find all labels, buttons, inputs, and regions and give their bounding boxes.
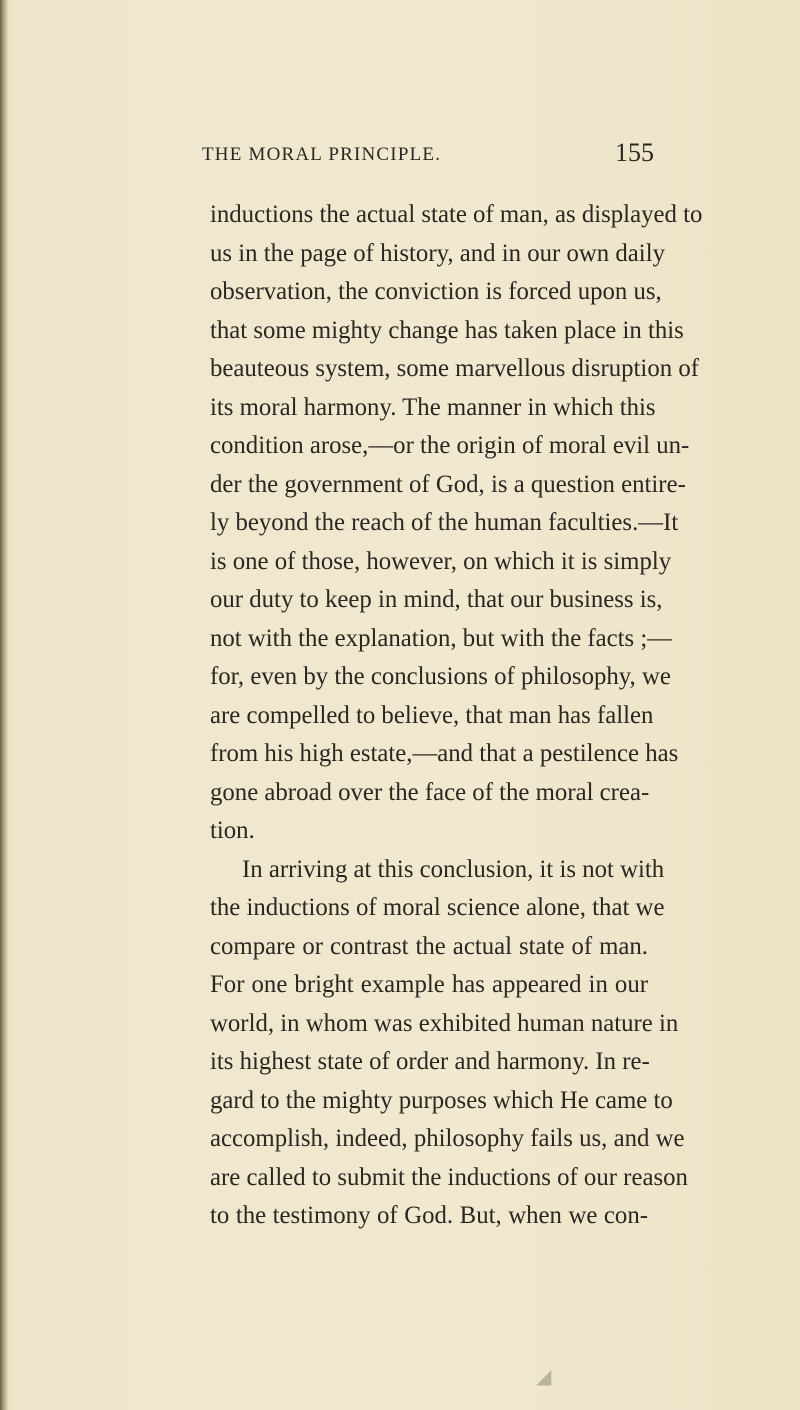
text-line: For one bright example has appeared in our (210, 971, 648, 998)
text-line: not with the explanation, but with the facts ;— (210, 624, 673, 652)
text-line: our duty to keep in mind, that our business is, (210, 586, 663, 613)
text-line: from his high estate,—and that a pestilence has (210, 740, 679, 767)
paragraph-1 (210, 196, 703, 851)
text-line: beauteous system, some marvellous disruption of (210, 355, 699, 382)
text-line: to the testimony of God. But, when we con- (210, 1202, 648, 1229)
text-line: ly beyond the reach of the human faculties.—It (210, 509, 679, 536)
text-line: is one of those, however, on which it is simply (210, 547, 672, 575)
text-line: der the government of God, is a question entire- (210, 470, 686, 498)
text-line: its highest state of order and harmony. In re- (210, 1048, 650, 1075)
text-line: its moral harmony. The manner in which this (210, 393, 656, 421)
page-header (202, 138, 662, 172)
page-edge-shadow (0, 0, 8, 1410)
text-line: compare or contrast the actual state of man. (210, 932, 648, 960)
text-line: are called to submit the inductions of our reason (210, 1163, 688, 1191)
text-line: accomplish, indeed, philosophy fails us, and we (210, 1125, 685, 1152)
text-line: us in the page of history, and in our own daily (210, 239, 665, 267)
text-line: for, even by the conclusions of philosophy, we (210, 663, 671, 690)
text-line: that some mighty change has taken place in this (210, 316, 684, 344)
text-line: inductions the actual state of man, as displayed to (210, 201, 703, 228)
body-text (210, 196, 703, 1236)
text-line: gone abroad over the face of the moral crea- (210, 778, 650, 806)
page-number: 155 (615, 138, 654, 167)
paragraph-2 (210, 851, 688, 1236)
text-line: observation, the conviction is forced upon us, (210, 278, 662, 305)
text-line: tion. (210, 817, 255, 844)
running-head: THE MORAL PRINCIPLE. (202, 144, 442, 165)
ink-bleed-mark: ◢ (536, 1366, 552, 1388)
text-line: the inductions of moral science alone, that we (210, 894, 665, 921)
text-line: world, in whom was exhibited human nature in (210, 1009, 679, 1037)
text-line: condition arose,—or the origin of moral evil un- (210, 432, 690, 459)
text-line: In arriving at this conclusion, it is not with (242, 855, 665, 883)
text-line: gard to the mighty purposes which He came to (210, 1086, 673, 1114)
text-line: are compelled to believe, that man has fallen (210, 701, 654, 729)
